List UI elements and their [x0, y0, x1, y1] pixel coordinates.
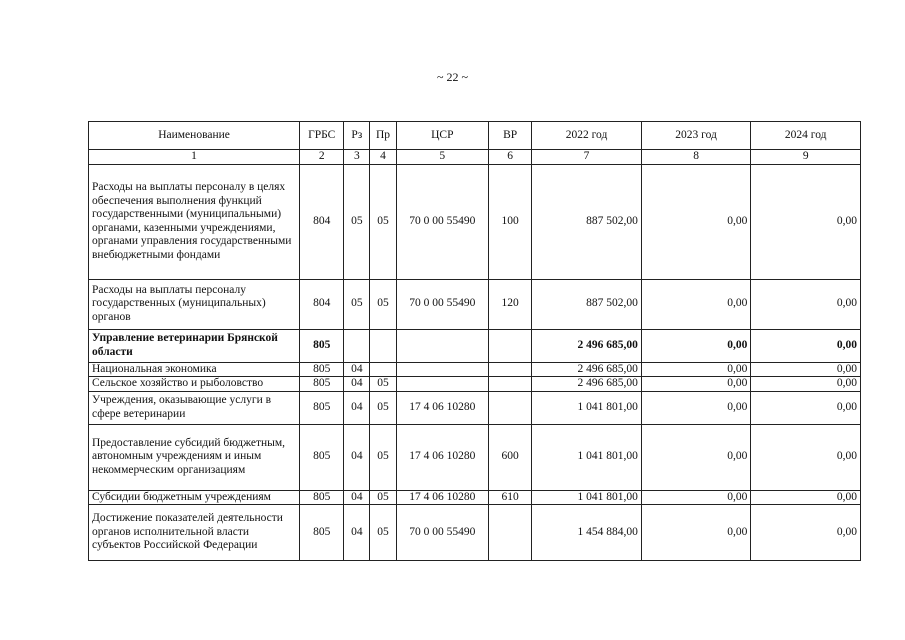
table-row — [89, 505, 861, 561]
row-pr: 05 — [370, 164, 396, 279]
row-rz: 04 — [344, 505, 370, 561]
row-2022: 1 041 801,00 — [532, 391, 642, 424]
row-csr: 70 0 00 55490 — [396, 505, 488, 561]
row-vr: 120 — [489, 279, 532, 329]
row-name: Достижение показателей деятельности органов исполнительной власти субъектов Российской Федерации — [89, 505, 300, 561]
column-number: 2 — [300, 150, 344, 165]
table-row — [89, 377, 861, 392]
row-vr: 100 — [489, 164, 532, 279]
header-row — [89, 122, 861, 150]
row-2024: 0,00 — [751, 490, 861, 505]
row-pr — [370, 329, 396, 362]
row-2024: 0,00 — [751, 505, 861, 561]
column-number: 1 — [89, 150, 300, 165]
table-row — [89, 279, 861, 329]
budget-table — [88, 121, 861, 561]
header-vr: ВР — [489, 122, 532, 150]
page-number: ~ 22 ~ — [437, 70, 468, 84]
row-2023: 0,00 — [641, 505, 751, 561]
row-2023: 0,00 — [641, 362, 751, 377]
row-pr: 05 — [370, 424, 396, 490]
row-2024: 0,00 — [751, 391, 861, 424]
row-csr — [396, 377, 488, 392]
column-number: 6 — [489, 150, 532, 165]
row-grbs: 805 — [300, 377, 344, 392]
row-csr: 17 4 06 10280 — [396, 424, 488, 490]
row-grbs: 805 — [300, 329, 344, 362]
column-number-row — [89, 150, 861, 165]
row-2024: 0,00 — [751, 424, 861, 490]
row-2023: 0,00 — [641, 424, 751, 490]
row-csr: 17 4 06 10280 — [396, 391, 488, 424]
row-2023: 0,00 — [641, 329, 751, 362]
row-2022: 887 502,00 — [532, 164, 642, 279]
row-2022: 2 496 685,00 — [532, 329, 642, 362]
row-name: Расходы на выплаты персоналу государственных (муниципальных) органов — [89, 279, 300, 329]
row-name: Учреждения, оказывающие услуги в сфере ветеринарии — [89, 391, 300, 424]
row-csr: 70 0 00 55490 — [396, 279, 488, 329]
column-number: 8 — [641, 150, 751, 165]
row-rz: 05 — [344, 164, 370, 279]
row-pr — [370, 362, 396, 377]
row-vr — [489, 329, 532, 362]
row-csr — [396, 362, 488, 377]
row-grbs: 804 — [300, 279, 344, 329]
row-name: Субсидии бюджетным учреждениям — [89, 490, 300, 505]
row-vr: 610 — [489, 490, 532, 505]
row-name: Предоставление субсидий бюджетным, автономным учреждениям и иным некоммерческим организациям — [89, 424, 300, 490]
row-rz — [344, 329, 370, 362]
row-name: Сельское хозяйство и рыболовство — [89, 377, 300, 392]
row-pr: 05 — [370, 279, 396, 329]
table-row — [89, 329, 861, 362]
row-2022: 1 454 884,00 — [532, 505, 642, 561]
row-grbs: 805 — [300, 490, 344, 505]
row-name: Расходы на выплаты персоналу в целях обеспечения выполнения функций государственными (муниципальными) органами, казенными учреждениями, органами управления государственными внебюджетными фондами — [89, 164, 300, 279]
table-row — [89, 391, 861, 424]
row-2022: 887 502,00 — [532, 279, 642, 329]
column-number: 9 — [751, 150, 861, 165]
row-name: Национальная экономика — [89, 362, 300, 377]
row-pr: 05 — [370, 391, 396, 424]
header-name: Наименование — [89, 122, 300, 150]
row-grbs: 805 — [300, 362, 344, 377]
row-2023: 0,00 — [641, 279, 751, 329]
row-grbs: 805 — [300, 424, 344, 490]
row-pr: 05 — [370, 490, 396, 505]
row-grbs: 804 — [300, 164, 344, 279]
header-pr: Пр — [370, 122, 396, 150]
row-pr: 05 — [370, 377, 396, 392]
row-rz: 04 — [344, 362, 370, 377]
row-2022: 1 041 801,00 — [532, 490, 642, 505]
row-vr — [489, 391, 532, 424]
row-2024: 0,00 — [751, 279, 861, 329]
row-pr: 05 — [370, 505, 396, 561]
header-2022: 2022 год — [532, 122, 642, 150]
table-row — [89, 362, 861, 377]
header-grbs: ГРБС — [300, 122, 344, 150]
row-rz: 04 — [344, 391, 370, 424]
row-csr — [396, 329, 488, 362]
column-number: 3 — [344, 150, 370, 165]
row-2022: 2 496 685,00 — [532, 362, 642, 377]
column-number: 4 — [370, 150, 396, 165]
row-2024: 0,00 — [751, 362, 861, 377]
row-rz: 04 — [344, 424, 370, 490]
row-grbs: 805 — [300, 391, 344, 424]
row-rz: 05 — [344, 279, 370, 329]
row-vr — [489, 362, 532, 377]
row-rz: 04 — [344, 377, 370, 392]
header-csr: ЦСР — [396, 122, 488, 150]
row-csr: 70 0 00 55490 — [396, 164, 488, 279]
header-rz: Рз — [344, 122, 370, 150]
column-number: 7 — [532, 150, 642, 165]
row-vr — [489, 377, 532, 392]
row-csr: 17 4 06 10280 — [396, 490, 488, 505]
row-2022: 2 496 685,00 — [532, 377, 642, 392]
row-2024: 0,00 — [751, 329, 861, 362]
header-2023: 2023 год — [641, 122, 751, 150]
row-vr — [489, 505, 532, 561]
row-name: Управление ветеринарии Брянской области — [89, 329, 300, 362]
row-2024: 0,00 — [751, 377, 861, 392]
header-2024: 2024 год — [751, 122, 861, 150]
row-2022: 1 041 801,00 — [532, 424, 642, 490]
table-row — [89, 490, 861, 505]
row-2023: 0,00 — [641, 391, 751, 424]
row-grbs: 805 — [300, 505, 344, 561]
column-number: 5 — [396, 150, 488, 165]
row-2023: 0,00 — [641, 490, 751, 505]
row-rz: 04 — [344, 490, 370, 505]
table-row — [89, 164, 861, 279]
row-vr: 600 — [489, 424, 532, 490]
table-row — [89, 424, 861, 490]
row-2023: 0,00 — [641, 164, 751, 279]
row-2023: 0,00 — [641, 377, 751, 392]
row-2024: 0,00 — [751, 164, 861, 279]
